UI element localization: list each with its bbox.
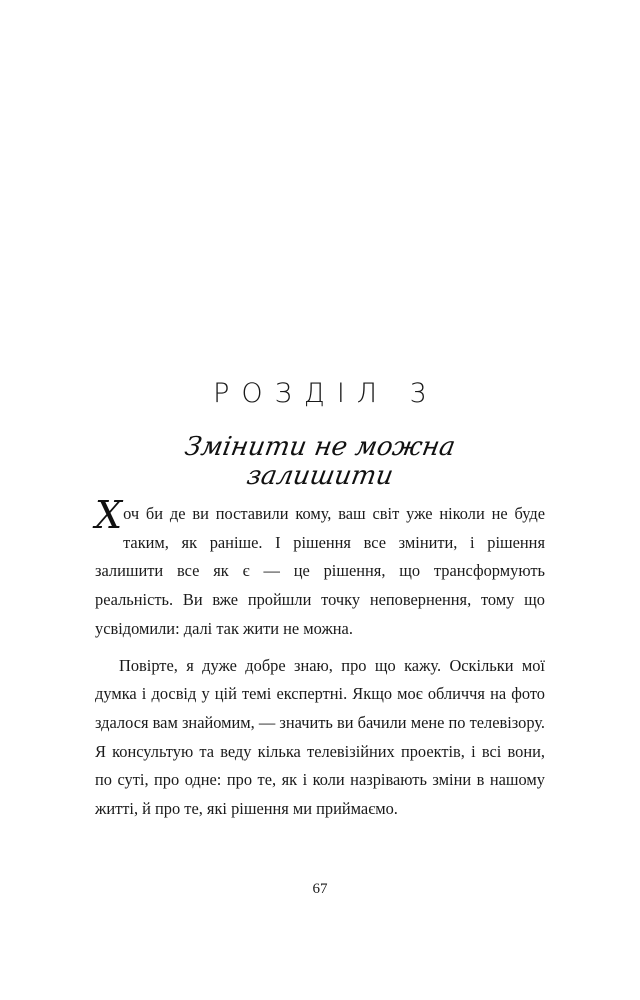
paragraph-2: Повірте, я дуже добре знаю, про що кажу. Оскільки мої думка і досвід у цій темі експертні. Якщо моє обличчя на фото здалося вам знайомим, — значить ви бачили мене по телевізору. Я консультую та веду кілька телевізійних проектів, і всі вони, по суті, про одне: про те, як і коли назрівають зміни в нашому житті, й про те, які рішення ми приймаємо.: [95, 655, 545, 819]
chapter-subtitle-line-2: залишити: [244, 461, 396, 491]
chapter-label: РОЗДІЛ 3: [213, 378, 439, 409]
paragraph-1-text: оч би де ви поставили кому, ваш світ уже ніколи не буде таким, як раніше. І рішення все змінити, і рішення залишити все як є — це рішення, що трансформують реальність. Ви вже пройшли точку неповернення, тому що усвідомили: далі так жити не можна.: [95, 504, 545, 638]
drop-cap: Х: [95, 493, 123, 537]
body-text: [95, 493, 545, 824]
page-number: 67: [312, 881, 328, 897]
paragraph-1: [95, 493, 545, 644]
chapter-subtitle-line-1: Змінити не можна: [182, 432, 458, 462]
